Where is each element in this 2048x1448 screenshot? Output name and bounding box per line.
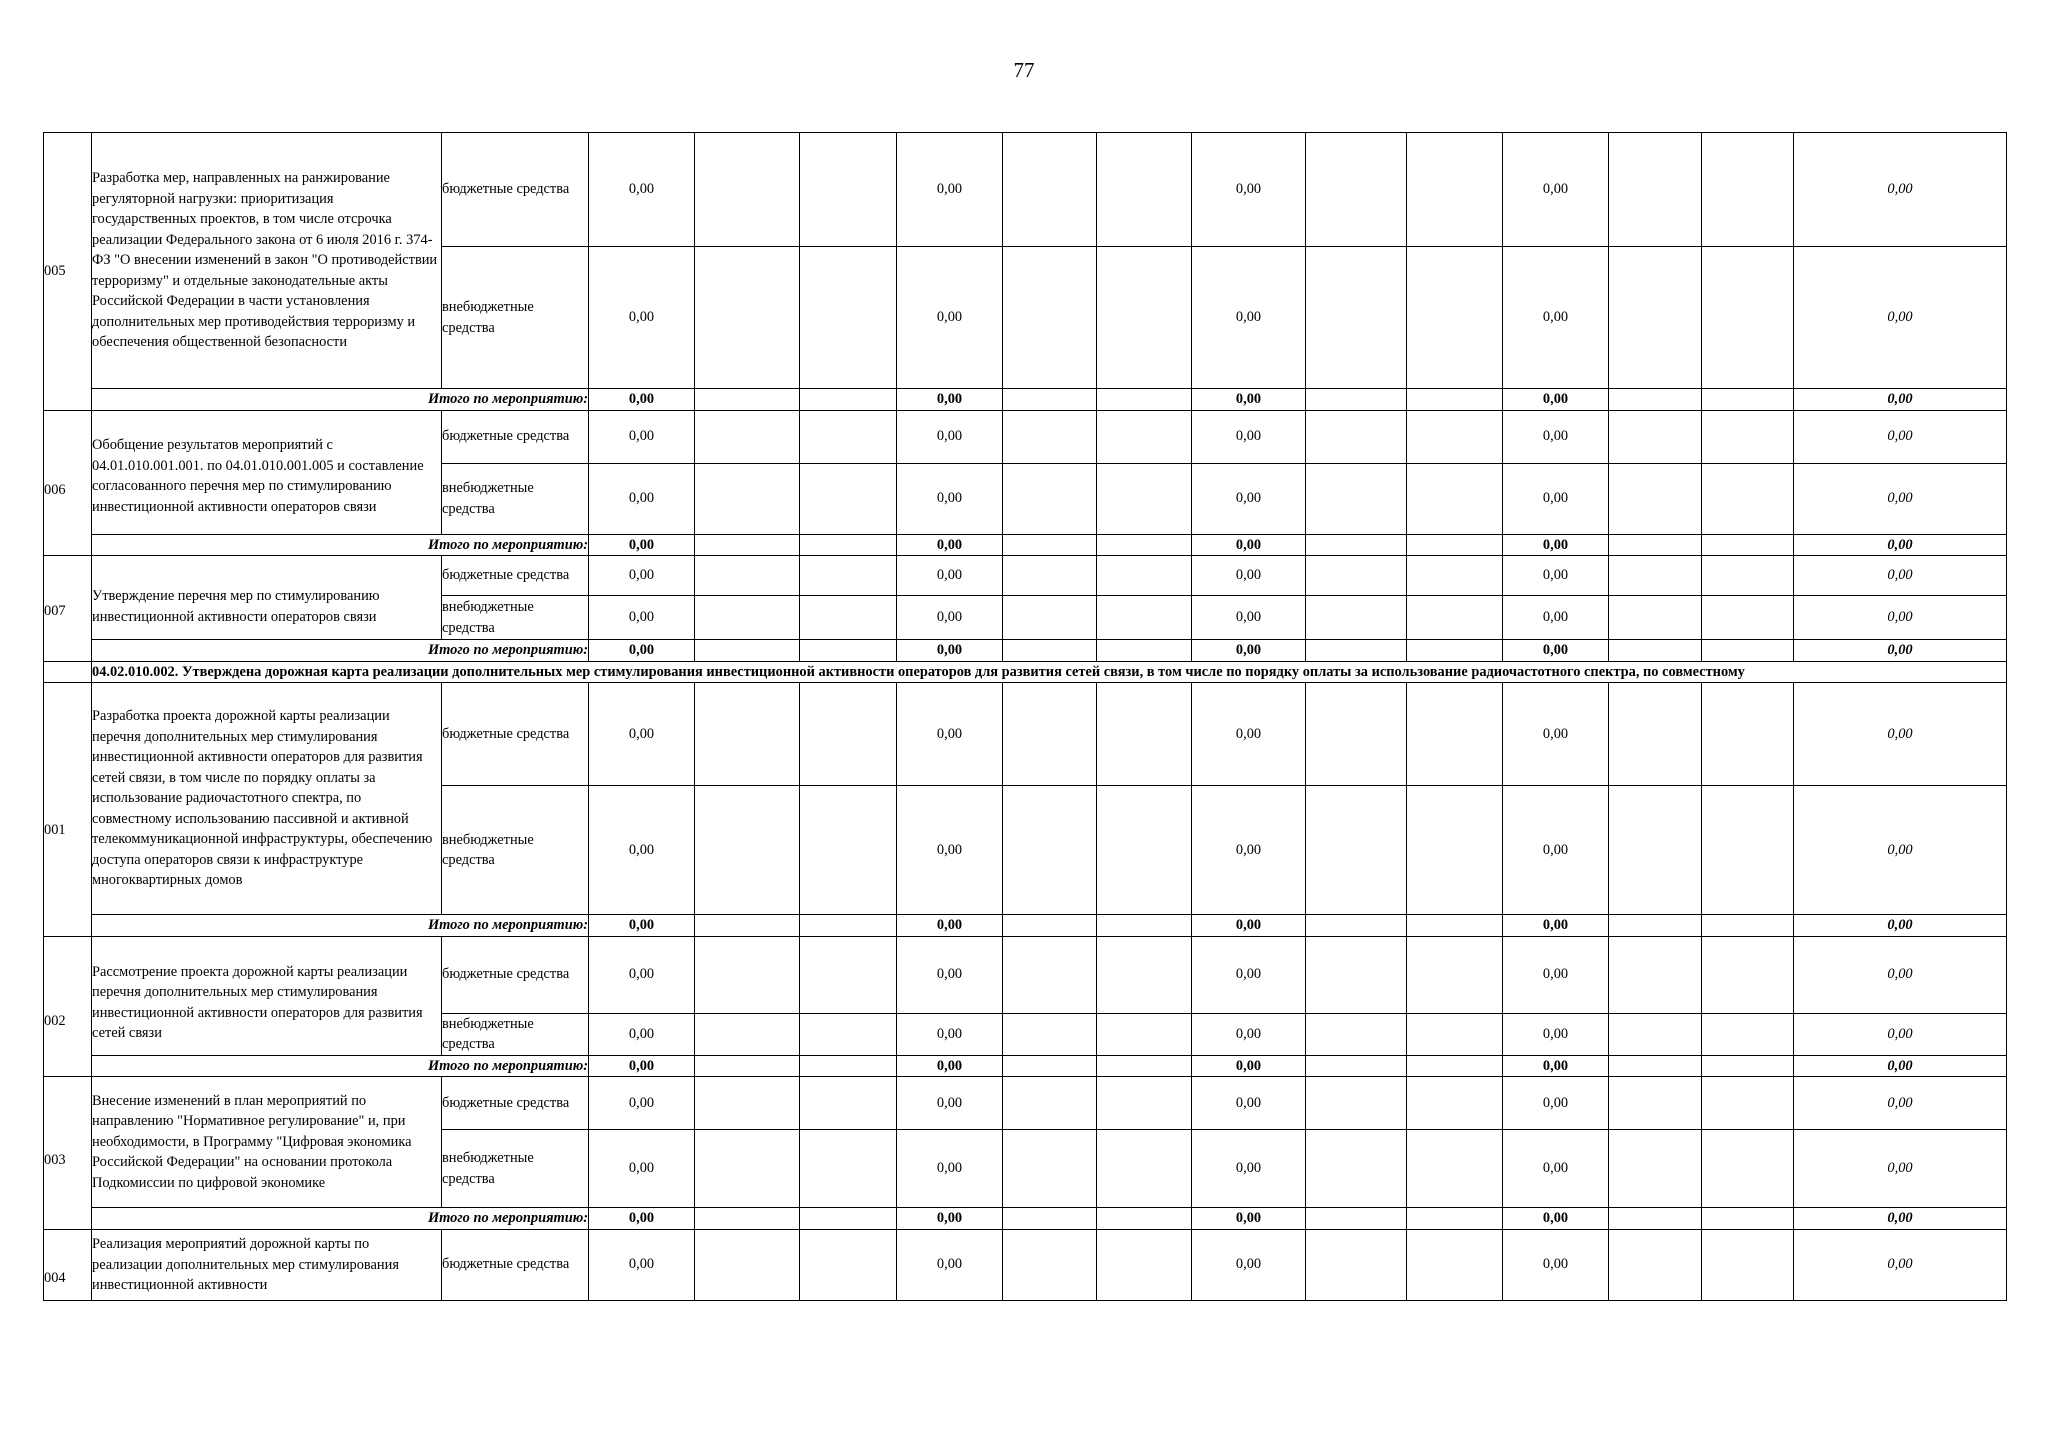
value-cell: 0,00 [1503, 133, 1609, 247]
table-row: 006 Обобщение результатов мероприятий с 04.01.010.001.001. по 04.01.010.001.005 и составление согласованного перечня мер по стимулированию инвестиционной активности операторов связи бюджетные средства 0,00 0,00 0,00 0,00 0,00 [44, 410, 2007, 463]
total-row: Итого по мероприятию: 0,00 0,00 0,00 0,00 0,00 [44, 534, 2007, 556]
total-row: Итого по мероприятию: 0,00 0,00 0,00 0,00 0,00 [44, 915, 2007, 937]
table-row: внебюджетные средства 0,00 0,00 0,00 0,00 0,00 [44, 463, 2007, 534]
source-label: внебюджетные средства [442, 786, 589, 915]
row-description: Внесение изменений в план мероприятий по направлению "Нормативное регулирование" и, при необходимости, в Программу "Цифровая экономика Российской Федерации" на основании протокола Подкомиссии по цифровой экономике [92, 1077, 442, 1208]
value-cell: 0,00 [897, 133, 1003, 247]
row-code: 002 [44, 936, 92, 1077]
source-label: внебюджетные средства [442, 247, 589, 389]
row-description: Реализация мероприятий дорожной карты по реализации дополнительных мер стимулирования инвестиционной активности [92, 1229, 442, 1300]
value-cell: 0,00 [589, 133, 695, 247]
table-row: внебюджетные средства 0,00 0,00 0,00 0,00 0,00 [44, 596, 2007, 640]
total-value-cell: 0,00 [1794, 133, 2007, 247]
source-label: внебюджетные средства [442, 596, 589, 640]
table-row: внебюджетные средства 0,00 0,00 0,00 0,00 0,00 [44, 1013, 2007, 1055]
section-header: 04.02.010.002. Утверждена дорожная карта реализации дополнительных мер стимулирования инвестиционной активности операторов для развития сетей связи, в том числе по порядку оплаты за использование радиочастотного спектра, по совместному [92, 661, 2007, 683]
row-description: Утверждение перечня мер по стимулированию инвестиционной активности операторов связи [92, 556, 442, 640]
row-code: 003 [44, 1077, 92, 1230]
section-header-row [44, 661, 2007, 683]
table-row: внебюджетные средства 0,00 0,00 0,00 0,00 0,00 [44, 247, 2007, 389]
total-row: Итого по мероприятию: 0,00 0,00 0,00 0,00 0,00 [44, 1208, 2007, 1230]
row-description: Разработка проекта дорожной карты реализации перечня дополнительных мер стимулирования инвестиционной активности операторов для развития сетей связи, в том числе по порядку оплаты за использование радиочастотного спектра, по совместному использованию пассивной и активной телекоммуникационной инфраструктуры, обеспечению доступа операторов связи к инфраструктуре многоквартирных домов [92, 683, 442, 915]
table-row: 002 Рассмотрение проекта дорожной карты реализации перечня дополнительных мер стимулирования инвестиционной активности операторов для развития сетей связи бюджетные средства 0,00 0,00 0,00 0,00 0,00 [44, 936, 2007, 1013]
table-row: 001 Разработка проекта дорожной карты реализации перечня дополнительных мер стимулирования инвестиционной активности операторов для развития сетей связи, в том числе по порядку оплаты за использование радиочастотного спектра, по совместному использованию пассивной и активной телекоммуникационной инфраструктуры, обеспечению доступа операторов связи к инфраструктуре многоквартирных домов бюджетные средства 0,00 0,00 0,00 0,00 0,00 [44, 683, 2007, 786]
row-description: Разработка мер, направленных на ранжирование регуляторной нагрузки: приоритизация государственных проектов, в том числе отсрочка реализации Федерального закона от 6 июля 2016 г. 374-ФЗ "О внесении изменений в закон "О противодействии терроризму" и отдельные законодательные акты Российской Федерации в части установления дополнительных мер противодействия терроризму и обеспечения общественной безопасности [92, 133, 442, 389]
row-code: 006 [44, 410, 92, 556]
source-label: бюджетные средства [442, 1077, 589, 1130]
table-row: 007 Утверждение перечня мер по стимулированию инвестиционной активности операторов связи бюджетные средства 0,00 0,00 0,00 0,00 0,00 [44, 556, 2007, 596]
row-code: 001 [44, 683, 92, 937]
total-row: Итого по мероприятию: 0,00 0,00 0,00 0,00 0,00 [44, 1055, 2007, 1077]
table-row [44, 133, 2007, 247]
row-code: 007 [44, 556, 92, 662]
table-row: 003 Внесение изменений в план мероприятий по направлению "Нормативное регулирование" и, при необходимости, в Программу "Цифровая экономика Российской Федерации" на основании протокола Подкомиссии по цифровой экономике бюджетные средства 0,00 0,00 0,00 0,00 0,00 [44, 1077, 2007, 1130]
source-label: внебюджетные средства [442, 1013, 589, 1055]
row-description: Обобщение результатов мероприятий с 04.01.010.001.001. по 04.01.010.001.005 и составление согласованного перечня мер по стимулированию инвестиционной активности операторов связи [92, 410, 442, 534]
source-label: бюджетные средства [442, 936, 589, 1013]
funding-table [43, 132, 2007, 1301]
row-description: Рассмотрение проекта дорожной карты реализации перечня дополнительных мер стимулирования инвестиционной активности операторов для развития сетей связи [92, 936, 442, 1055]
source-label: бюджетные средства [442, 556, 589, 596]
total-row: Итого по мероприятию: 0,00 0,00 0,00 0,00 0,00 [44, 640, 2007, 662]
row-code: 004 [44, 1229, 92, 1300]
table-row: 004 Реализация мероприятий дорожной карты по реализации дополнительных мер стимулирования инвестиционной активности бюджетные средства 0,00 0,00 0,00 0,00 0,00 [44, 1229, 2007, 1300]
source-label: внебюджетные средства [442, 463, 589, 534]
source-label: бюджетные средства [442, 683, 589, 786]
value-cell: 0,00 [1192, 133, 1306, 247]
source-label: бюджетные средства [442, 133, 589, 247]
source-label: бюджетные средства [442, 1229, 589, 1300]
page-number: 77 [1013, 58, 1035, 82]
table-row: внебюджетные средства 0,00 0,00 0,00 0,00 0,00 [44, 1130, 2007, 1208]
total-row: Итого по мероприятию: 0,00 0,00 0,00 0,00 0,00 [44, 389, 2007, 411]
total-label: Итого по мероприятию: [92, 389, 589, 411]
table-row: внебюджетные средства 0,00 0,00 0,00 0,00 0,00 [44, 786, 2007, 915]
source-label: бюджетные средства [442, 410, 589, 463]
source-label: внебюджетные средства [442, 1130, 589, 1208]
row-code: 005 [44, 133, 92, 411]
